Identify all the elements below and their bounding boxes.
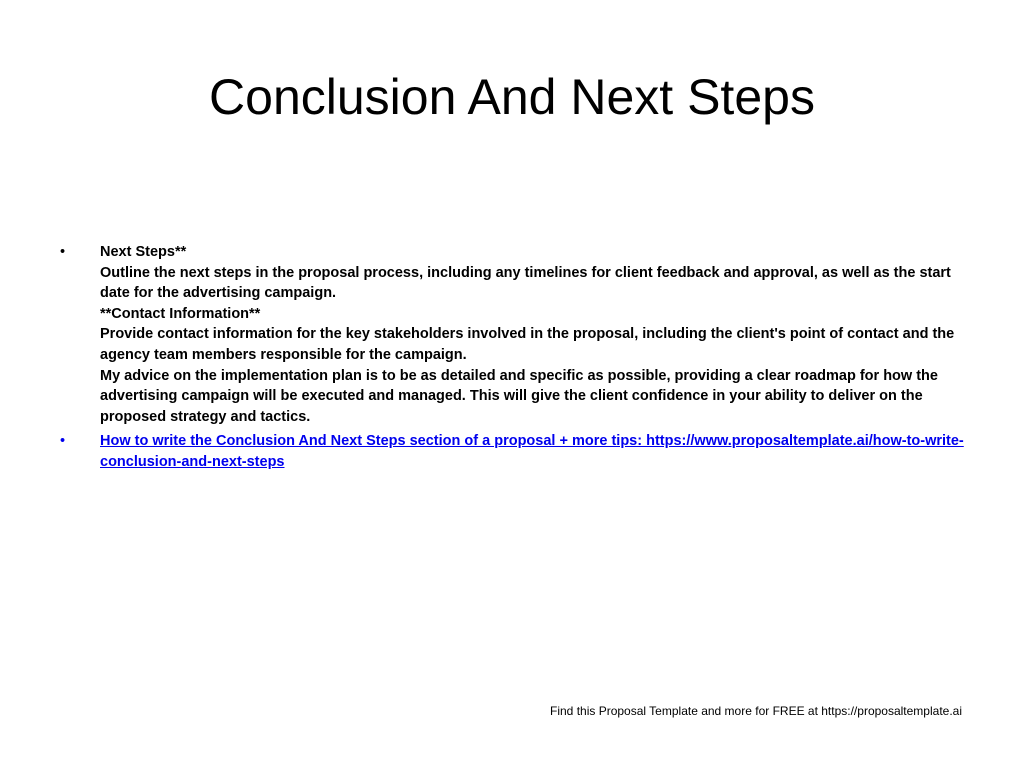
next-steps-text: Outline the next steps in the proposal process, including any timelines for client feedback and approval, as well as the start date for the advertising campaign.	[100, 264, 951, 302]
implementation-advice-text: My advice on the implementation plan is to be as detailed and specific as possible, providing a clear roadmap for how the advertising campaign will be executed and managed. This will give the client confidence in your ability to deliver on the proposed strategy and tactics.	[100, 367, 938, 425]
bullet-marker: •	[60, 244, 66, 260]
contact-information-text: Provide contact information for the key stakeholders involved in the proposal, including the client's point of contact and the agency team members responsible for the campaign.	[100, 326, 955, 363]
next-steps-heading: Next Steps**	[100, 244, 187, 260]
bullet-list	[56, 242, 968, 477]
bullet-marker: •	[60, 433, 66, 450]
contact-information-heading: **Contact Information**	[100, 305, 261, 322]
bullet-item-link	[56, 431, 968, 472]
footer-text: Find this Proposal Template and more for FREE at https://proposaltemplate.ai	[550, 704, 962, 718]
proposal-tips-link[interactable]: How to write the Conclusion And Next Steps section of a proposal + more tips: https://www.proposaltemplate.ai/how-to-write-conclusion-and-next-steps	[100, 433, 964, 470]
slide-title: Conclusion And Next Steps	[209, 69, 815, 125]
bullet-item-next-steps	[56, 242, 968, 427]
